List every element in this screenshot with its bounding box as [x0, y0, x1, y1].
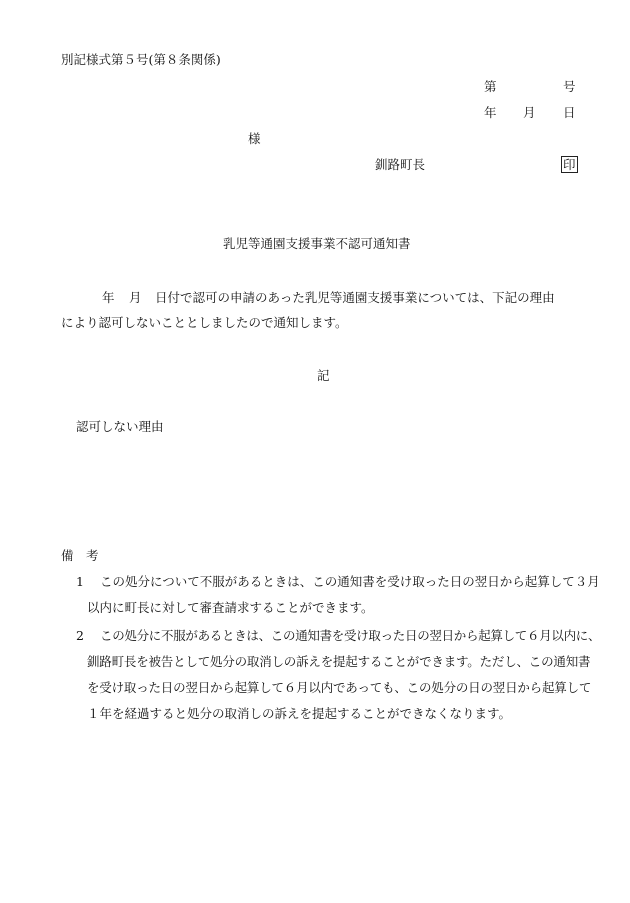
- ki-label: 記: [317, 368, 330, 383]
- notes-heading: 備 考: [61, 548, 99, 563]
- note-1-line1: この処分について不服があるときは、この通知書を受け取った日の翌日から起算して３月: [100, 574, 600, 589]
- body-month: 月: [129, 290, 142, 305]
- note-2-number: 2: [76, 628, 84, 643]
- note-1-number: 1: [76, 574, 84, 589]
- note-2-line1: この処分に不服があるときは、この通知書を受け取った日の翌日から起算して６月以内に、: [100, 628, 601, 643]
- seal-text: 印: [563, 157, 576, 172]
- document-title: 乳児等通園支援事業不認可通知書: [223, 236, 411, 251]
- body-line1: 日付で認可の申請のあった乳児等通園支援事業については、下記の理由: [155, 290, 555, 305]
- note-2-line4: １年を経過すると処分の取消しの訴えを提起することができなくなります。: [87, 706, 512, 721]
- date-day: 日: [563, 105, 576, 120]
- form-label: 別記様式第５号(第８条関係): [61, 52, 221, 67]
- note-2-line3: を受け取った日の翌日から起算して６月以内であっても、この処分の日の翌日から起算して: [87, 680, 592, 695]
- seal-mark: [561, 156, 578, 173]
- note-2-line2: 釧路町長を被告として処分の取消しの訴えを提起することができます。ただし、この通知書: [87, 654, 591, 669]
- body-line2: により認可しないこととしましたので通知します。: [61, 315, 348, 330]
- doc-number-prefix: 第: [484, 79, 497, 94]
- recipient-honorific: 様: [248, 131, 261, 146]
- date-month: 月: [523, 105, 536, 120]
- doc-number-suffix: 号: [563, 79, 576, 94]
- body-year: 年: [102, 290, 115, 305]
- reason-heading: 認可しない理由: [76, 419, 164, 434]
- note-1-line2: 以内に町長に対して審査請求することができます。: [87, 600, 374, 615]
- issuer-name: 釧路町長: [375, 157, 426, 172]
- date-year: 年: [484, 105, 497, 120]
